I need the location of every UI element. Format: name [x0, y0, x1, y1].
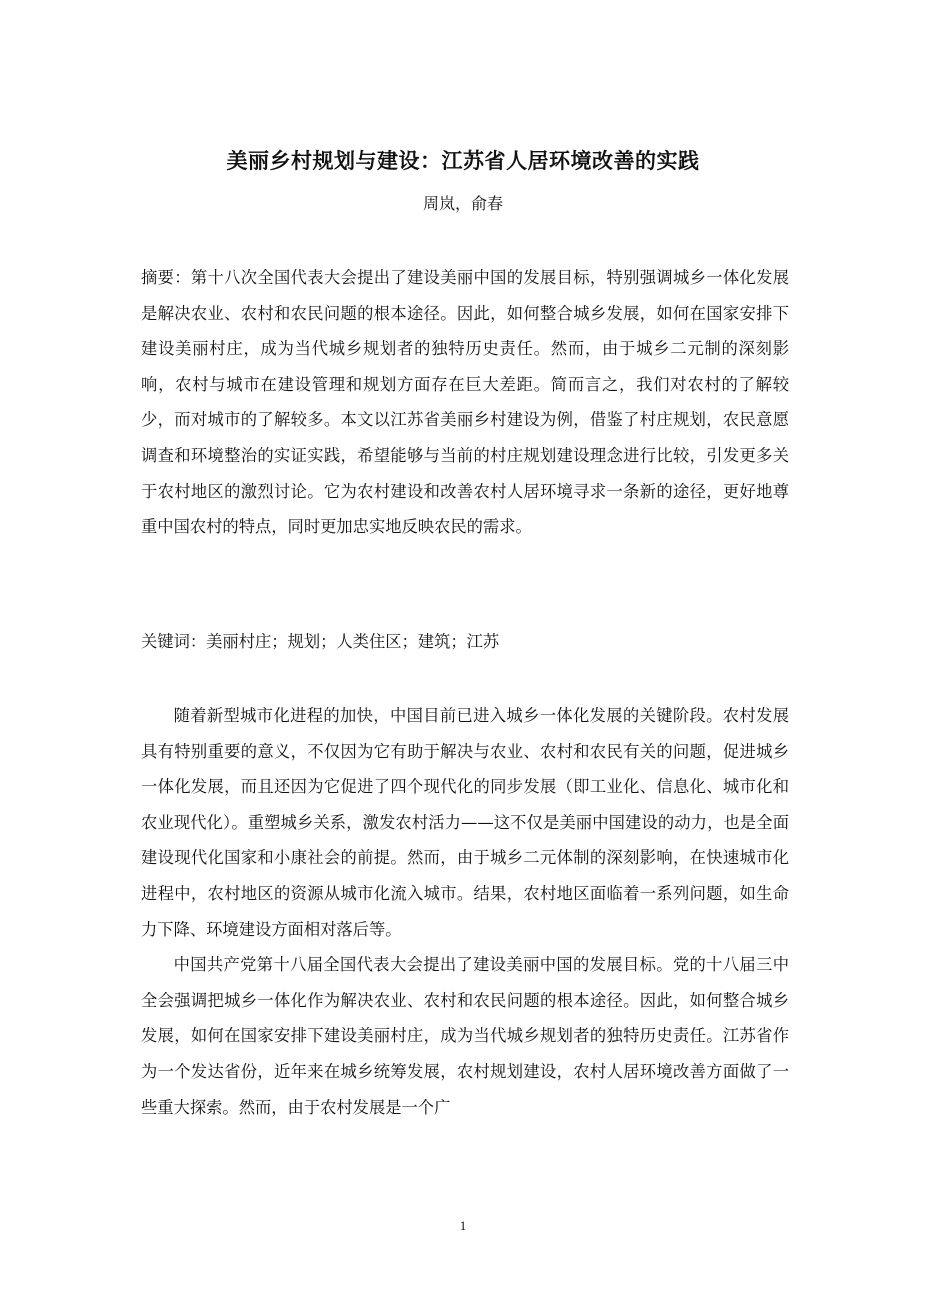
body-paragraph-2: 中国共产党第十八届全国代表大会提出了建设美丽中国的发展目标。党的十八届三中全会强调把城乡一体化作为解决农业、农村和农民问题的根本途径。因此，如何整合城乡发展，如何在国家安排下建设美丽村庄，成为当代城乡规划者的独特历史责任。江苏省作为一个发达省份，近年来在城乡统筹发展，农村规划建设，农村人居环境改善方面做了一些重大探索。然而，由于农村发展是一个广: [141, 955, 789, 1117]
body-paragraph-1: 随着新型城市化进程的加快，中国目前已进入城乡一体化发展的关键阶段。农村发展具有特别重要的意义，不仅因为它有助于解决与农业、农村和农民有关的问题，促进城乡一体化发展，而且还因为它促进了四个现代化的同步发展（即工业化、信息化、城市化和农业现代化）。重塑城乡关系，激发农村活力——这不仅是美丽中国建设的动力，也是全面建设现代化国家和小康社会的前提。然而，由于城乡二元体制的深刻影响，在快速城市化进程中，农村地区的资源从城市化流入城市。结果，农村地区面临着一系列问题，如生命力下降、环境建设方面相对落后等。: [141, 706, 789, 939]
body-text: [141, 698, 789, 1125]
keywords-line: 关键词：美丽村庄；规划；人类住区；建筑；江苏: [141, 632, 500, 651]
paper-authors: 周岚，俞春: [422, 194, 503, 213]
abstract-paragraph: 摘要：第十八次全国代表大会提出了建设美丽中国的发展目标，特别强调城乡一体化发展是解决农业、农村和农民问题的根本途径。因此，如何整合城乡发展，如何在国家安排下建设美丽村庄，成为当代城乡规划者的独特历史责任。然而，由于城乡二元制的深刻影响，农村与城市在建设管理和规划方面存在巨大差距。简而言之，我们对农村的了解较少，而对城市的了解较多。本文以江苏省美丽乡村建设为例，借鉴了村庄规划，农民意愿调查和环境整治的实证实践，希望能够与当前的村庄规划建设理念进行比较，引发更多关于农村地区的激烈讨论。它为农村建设和改善农村人居环境寻求一条新的途径，更好地尊重中国农村的特点，同时更加忠实地反映农民的需求。: [141, 268, 789, 537]
page-number: 1: [459, 1218, 467, 1233]
paper-title: 美丽乡村规划与建设：江苏省人居环境改善的实践: [226, 149, 700, 173]
